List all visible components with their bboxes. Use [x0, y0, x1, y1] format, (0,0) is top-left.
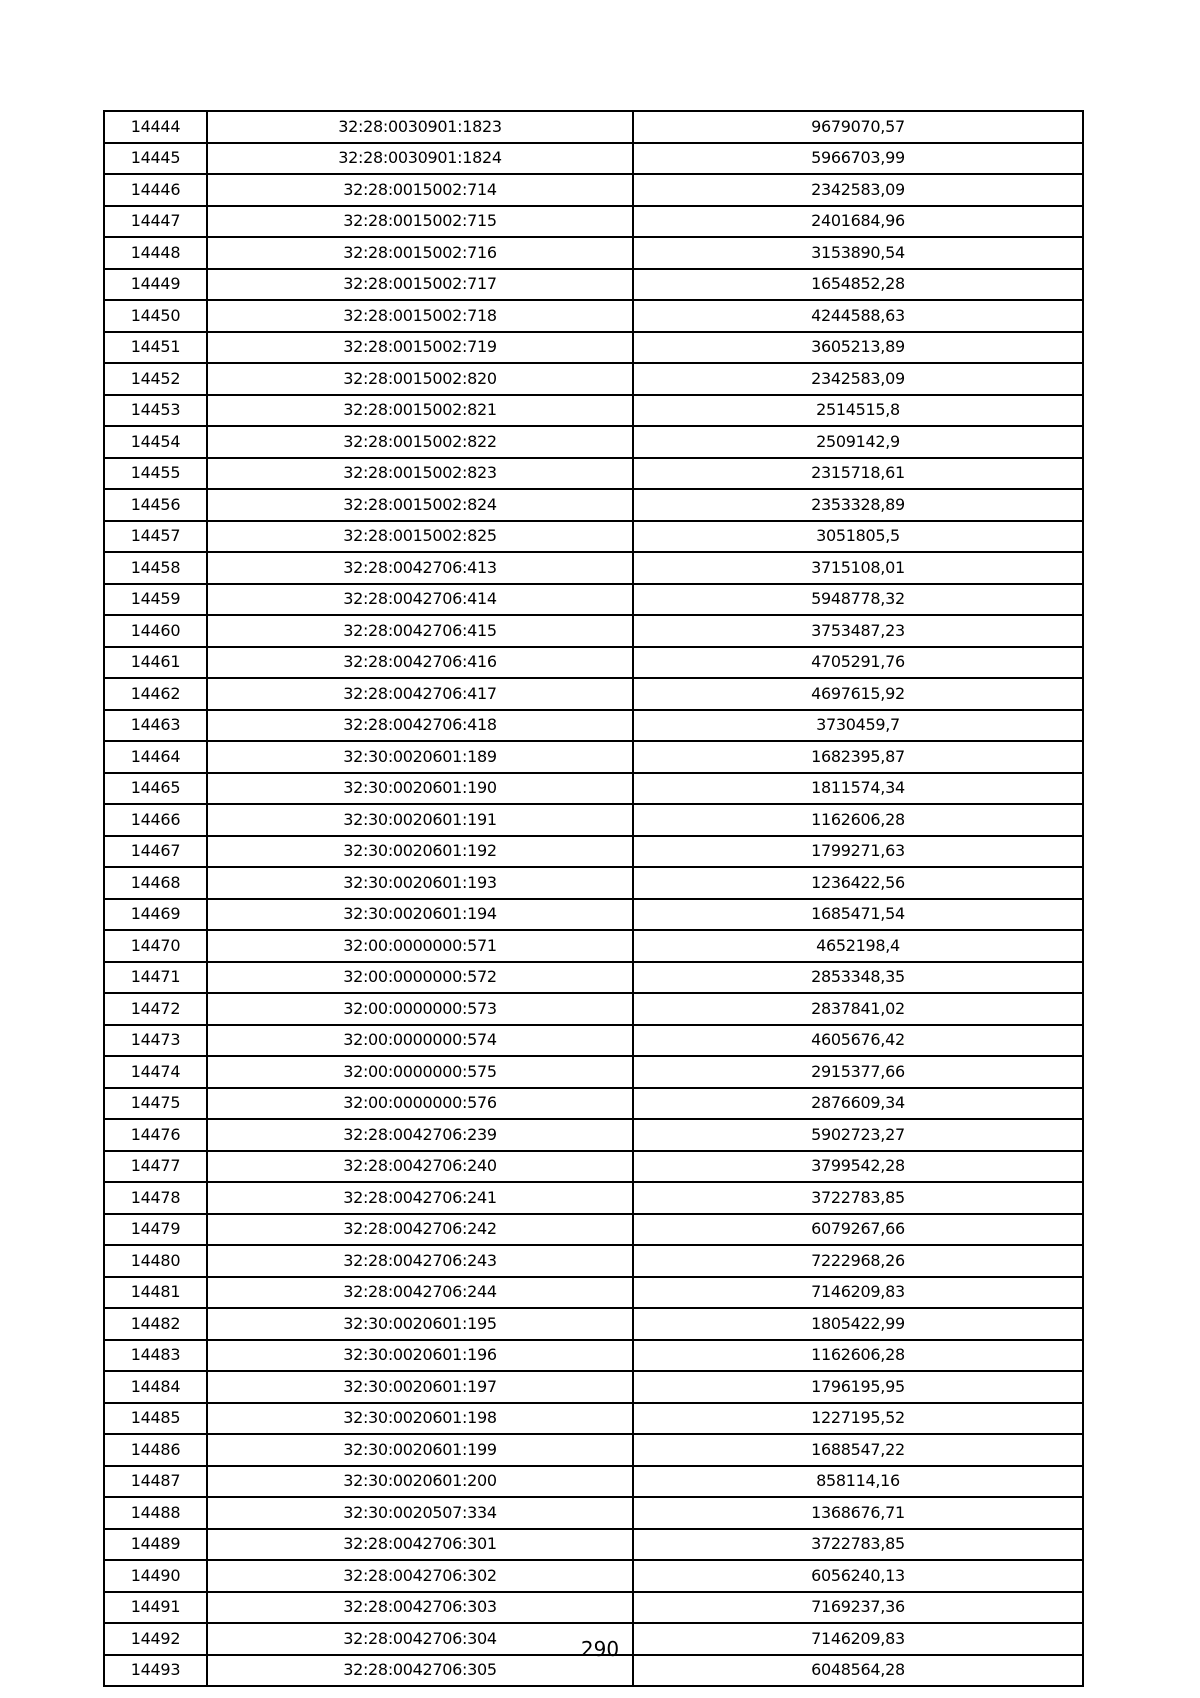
value-cell: 3730459,7	[633, 710, 1083, 742]
table-row	[104, 1025, 1083, 1057]
cadastral-number-cell: 32:28:0030901:1823	[207, 111, 633, 143]
row-number-cell: 14467	[104, 836, 207, 868]
cadastral-number-cell: 32:28:0015002:822	[207, 426, 633, 458]
cadastral-number-cell: 32:28:0042706:241	[207, 1182, 633, 1214]
value-cell: 2353328,89	[633, 489, 1083, 521]
value-cell: 1685471,54	[633, 899, 1083, 931]
row-number-cell: 14452	[104, 363, 207, 395]
table-row	[104, 1403, 1083, 1435]
value-cell: 1688547,22	[633, 1434, 1083, 1466]
value-cell: 3605213,89	[633, 332, 1083, 364]
cadastral-number-cell: 32:28:0042706:302	[207, 1560, 633, 1592]
cadastral-number-cell: 32:28:0042706:413	[207, 552, 633, 584]
table-body	[104, 111, 1083, 1686]
cadastral-number-cell: 32:28:0015002:718	[207, 300, 633, 332]
row-number-cell: 14485	[104, 1403, 207, 1435]
table-row	[104, 1434, 1083, 1466]
value-cell: 3715108,01	[633, 552, 1083, 584]
table-row	[104, 552, 1083, 584]
row-number-cell: 14447	[104, 206, 207, 238]
cadastral-number-cell: 32:30:0020601:193	[207, 867, 633, 899]
cadastral-number-cell: 32:30:0020601:191	[207, 804, 633, 836]
row-number-cell: 14458	[104, 552, 207, 584]
table-row	[104, 1056, 1083, 1088]
row-number-cell: 14489	[104, 1529, 207, 1561]
value-cell: 1805422,99	[633, 1308, 1083, 1340]
row-number-cell: 14492	[104, 1623, 207, 1655]
row-number-cell: 14471	[104, 962, 207, 994]
table-row	[104, 426, 1083, 458]
row-number-cell: 14476	[104, 1119, 207, 1151]
cadastral-number-cell: 32:00:0000000:575	[207, 1056, 633, 1088]
row-number-cell: 14472	[104, 993, 207, 1025]
table-row	[104, 143, 1083, 175]
cadastral-number-cell: 32:28:0042706:415	[207, 615, 633, 647]
table-row	[104, 206, 1083, 238]
value-cell: 1227195,52	[633, 1403, 1083, 1435]
row-number-cell: 14473	[104, 1025, 207, 1057]
value-cell: 3051805,5	[633, 521, 1083, 553]
value-cell: 3722783,85	[633, 1529, 1083, 1561]
row-number-cell: 14448	[104, 237, 207, 269]
row-number-cell: 14453	[104, 395, 207, 427]
table-row	[104, 395, 1083, 427]
row-number-cell: 14478	[104, 1182, 207, 1214]
cadastral-number-cell: 32:30:0020601:189	[207, 741, 633, 773]
value-cell: 2915377,66	[633, 1056, 1083, 1088]
table-row	[104, 710, 1083, 742]
value-cell: 2509142,9	[633, 426, 1083, 458]
table-row	[104, 993, 1083, 1025]
cadastral-number-cell: 32:28:0042706:301	[207, 1529, 633, 1561]
value-cell: 2837841,02	[633, 993, 1083, 1025]
cadastral-number-cell: 32:28:0030901:1824	[207, 143, 633, 175]
value-cell: 4697615,92	[633, 678, 1083, 710]
table-row	[104, 1214, 1083, 1246]
table-row	[104, 1466, 1083, 1498]
row-number-cell: 14470	[104, 930, 207, 962]
value-cell: 3753487,23	[633, 615, 1083, 647]
row-number-cell: 14460	[104, 615, 207, 647]
cadastral-number-cell: 32:28:0042706:240	[207, 1151, 633, 1183]
table-row	[104, 678, 1083, 710]
cadastral-number-cell: 32:28:0015002:715	[207, 206, 633, 238]
value-cell: 2401684,96	[633, 206, 1083, 238]
table-row	[104, 899, 1083, 931]
row-number-cell: 14465	[104, 773, 207, 805]
cadastral-number-cell: 32:30:0020601:196	[207, 1340, 633, 1372]
table-row	[104, 1277, 1083, 1309]
data-table	[103, 110, 1084, 1687]
table-row	[104, 1182, 1083, 1214]
value-cell: 1162606,28	[633, 1340, 1083, 1372]
cadastral-number-cell: 32:28:0015002:719	[207, 332, 633, 364]
row-number-cell: 14490	[104, 1560, 207, 1592]
cadastral-number-cell: 32:30:0020601:200	[207, 1466, 633, 1498]
table-row	[104, 1340, 1083, 1372]
table-row	[104, 1245, 1083, 1277]
cadastral-number-cell: 32:30:0020601:197	[207, 1371, 633, 1403]
cadastral-number-cell: 32:28:0042706:244	[207, 1277, 633, 1309]
table-row	[104, 489, 1083, 521]
value-cell: 1799271,63	[633, 836, 1083, 868]
row-number-cell: 14482	[104, 1308, 207, 1340]
row-number-cell: 14480	[104, 1245, 207, 1277]
cadastral-number-cell: 32:00:0000000:573	[207, 993, 633, 1025]
table-row	[104, 1497, 1083, 1529]
cadastral-number-cell: 32:30:0020507:334	[207, 1497, 633, 1529]
value-cell: 6048564,28	[633, 1655, 1083, 1687]
row-number-cell: 14466	[104, 804, 207, 836]
row-number-cell: 14477	[104, 1151, 207, 1183]
value-cell: 1368676,71	[633, 1497, 1083, 1529]
row-number-cell: 14444	[104, 111, 207, 143]
value-cell: 7222968,26	[633, 1245, 1083, 1277]
cadastral-number-cell: 32:28:0015002:717	[207, 269, 633, 301]
table-row	[104, 237, 1083, 269]
row-number-cell: 14484	[104, 1371, 207, 1403]
row-number-cell: 14454	[104, 426, 207, 458]
cadastral-number-cell: 32:28:0015002:825	[207, 521, 633, 553]
row-number-cell: 14486	[104, 1434, 207, 1466]
row-number-cell: 14493	[104, 1655, 207, 1687]
value-cell: 3153890,54	[633, 237, 1083, 269]
value-cell: 3722783,85	[633, 1182, 1083, 1214]
table-row	[104, 804, 1083, 836]
value-cell: 4705291,76	[633, 647, 1083, 679]
value-cell: 7169237,36	[633, 1592, 1083, 1624]
row-number-cell: 14462	[104, 678, 207, 710]
cadastral-number-cell: 32:28:0042706:242	[207, 1214, 633, 1246]
table-row	[104, 1529, 1083, 1561]
table-row	[104, 1560, 1083, 1592]
row-number-cell: 14451	[104, 332, 207, 364]
value-cell: 1236422,56	[633, 867, 1083, 899]
row-number-cell: 14468	[104, 867, 207, 899]
cadastral-number-cell: 32:30:0020601:198	[207, 1403, 633, 1435]
cadastral-number-cell: 32:00:0000000:576	[207, 1088, 633, 1120]
table-row	[104, 773, 1083, 805]
cadastral-number-cell: 32:28:0042706:418	[207, 710, 633, 742]
row-number-cell: 14445	[104, 143, 207, 175]
table-row	[104, 363, 1083, 395]
cadastral-number-cell: 32:28:0042706:304	[207, 1623, 633, 1655]
table-row	[104, 1592, 1083, 1624]
cadastral-number-cell: 32:28:0042706:305	[207, 1655, 633, 1687]
table-row	[104, 1151, 1083, 1183]
value-cell: 7146209,83	[633, 1277, 1083, 1309]
table-row	[104, 174, 1083, 206]
cadastral-number-cell: 32:28:0042706:243	[207, 1245, 633, 1277]
table-row	[104, 930, 1083, 962]
value-cell: 1654852,28	[633, 269, 1083, 301]
table-row	[104, 1119, 1083, 1151]
value-cell: 4652198,4	[633, 930, 1083, 962]
page-number: 290	[580, 1637, 620, 1661]
table-row	[104, 1308, 1083, 1340]
cadastral-number-cell: 32:28:0042706:414	[207, 584, 633, 616]
value-cell: 2876609,34	[633, 1088, 1083, 1120]
table-row	[104, 521, 1083, 553]
value-cell: 3799542,28	[633, 1151, 1083, 1183]
cadastral-number-cell: 32:28:0015002:820	[207, 363, 633, 395]
cadastral-number-cell: 32:00:0000000:572	[207, 962, 633, 994]
value-cell: 1162606,28	[633, 804, 1083, 836]
row-number-cell: 14450	[104, 300, 207, 332]
value-cell: 4244588,63	[633, 300, 1083, 332]
row-number-cell: 14446	[104, 174, 207, 206]
cadastral-number-cell: 32:00:0000000:571	[207, 930, 633, 962]
row-number-cell: 14479	[104, 1214, 207, 1246]
row-number-cell: 14483	[104, 1340, 207, 1372]
value-cell: 2342583,09	[633, 174, 1083, 206]
row-number-cell: 14475	[104, 1088, 207, 1120]
row-number-cell: 14463	[104, 710, 207, 742]
value-cell: 7146209,83	[633, 1623, 1083, 1655]
row-number-cell: 14474	[104, 1056, 207, 1088]
row-number-cell: 14469	[104, 899, 207, 931]
cadastral-number-cell: 32:30:0020601:192	[207, 836, 633, 868]
table-row	[104, 741, 1083, 773]
cadastral-number-cell: 32:28:0042706:416	[207, 647, 633, 679]
table-row	[104, 836, 1083, 868]
row-number-cell: 14457	[104, 521, 207, 553]
value-cell: 6056240,13	[633, 1560, 1083, 1592]
cadastral-number-cell: 32:30:0020601:194	[207, 899, 633, 931]
value-cell: 5902723,27	[633, 1119, 1083, 1151]
value-cell: 5948778,32	[633, 584, 1083, 616]
table-row	[104, 269, 1083, 301]
value-cell: 2315718,61	[633, 458, 1083, 490]
value-cell: 4605676,42	[633, 1025, 1083, 1057]
value-cell: 6079267,66	[633, 1214, 1083, 1246]
table-row	[104, 647, 1083, 679]
table-row	[104, 1088, 1083, 1120]
row-number-cell: 14456	[104, 489, 207, 521]
value-cell: 1682395,87	[633, 741, 1083, 773]
table-row	[104, 584, 1083, 616]
cadastral-number-cell: 32:28:0042706:417	[207, 678, 633, 710]
table-row	[104, 615, 1083, 647]
row-number-cell: 14491	[104, 1592, 207, 1624]
value-cell: 2853348,35	[633, 962, 1083, 994]
cadastral-number-cell: 32:28:0015002:824	[207, 489, 633, 521]
cadastral-number-cell: 32:30:0020601:195	[207, 1308, 633, 1340]
row-number-cell: 14488	[104, 1497, 207, 1529]
value-cell: 1811574,34	[633, 773, 1083, 805]
row-number-cell: 14487	[104, 1466, 207, 1498]
row-number-cell: 14449	[104, 269, 207, 301]
row-number-cell: 14455	[104, 458, 207, 490]
value-cell: 1796195,95	[633, 1371, 1083, 1403]
table-row	[104, 1371, 1083, 1403]
cadastral-number-cell: 32:30:0020601:190	[207, 773, 633, 805]
cadastral-number-cell: 32:28:0042706:303	[207, 1592, 633, 1624]
cadastral-number-cell: 32:28:0015002:714	[207, 174, 633, 206]
table-row	[104, 332, 1083, 364]
cadastral-number-cell: 32:28:0015002:823	[207, 458, 633, 490]
cadastral-number-cell: 32:00:0000000:574	[207, 1025, 633, 1057]
cadastral-number-cell: 32:28:0042706:239	[207, 1119, 633, 1151]
table-row	[104, 962, 1083, 994]
table-row	[104, 867, 1083, 899]
value-cell: 2342583,09	[633, 363, 1083, 395]
cadastral-number-cell: 32:28:0015002:716	[207, 237, 633, 269]
value-cell: 9679070,57	[633, 111, 1083, 143]
table-row	[104, 300, 1083, 332]
row-number-cell: 14459	[104, 584, 207, 616]
row-number-cell: 14464	[104, 741, 207, 773]
table-row	[104, 111, 1083, 143]
value-cell: 5966703,99	[633, 143, 1083, 175]
table-row	[104, 458, 1083, 490]
value-cell: 2514515,8	[633, 395, 1083, 427]
cadastral-number-cell: 32:30:0020601:199	[207, 1434, 633, 1466]
row-number-cell: 14481	[104, 1277, 207, 1309]
value-cell: 858114,16	[633, 1466, 1083, 1498]
row-number-cell: 14461	[104, 647, 207, 679]
cadastral-number-cell: 32:28:0015002:821	[207, 395, 633, 427]
